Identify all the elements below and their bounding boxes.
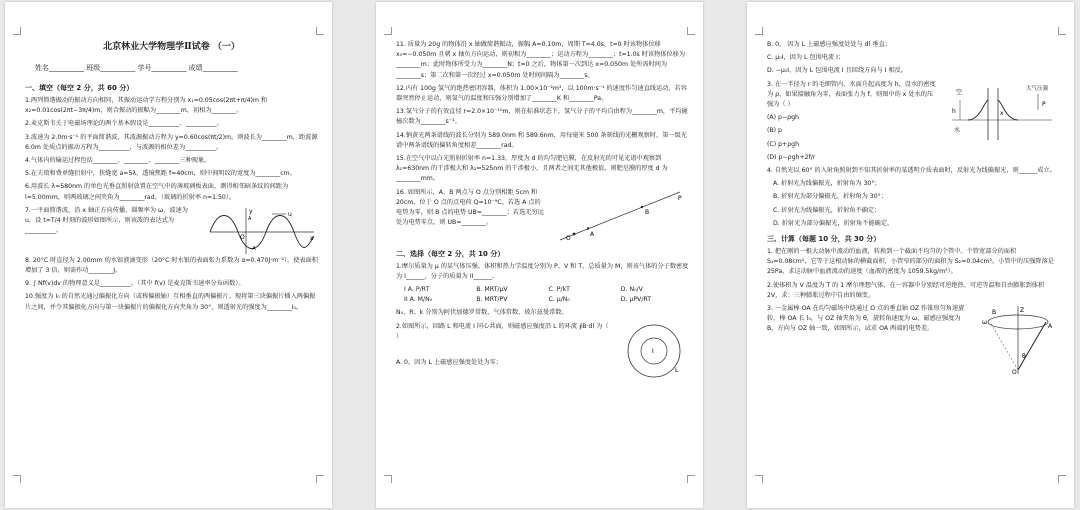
question-7-row xyxy=(25,206,318,256)
choice-1-option: I A. P/RT xyxy=(404,286,430,294)
fig-c2-i-label: I xyxy=(652,347,654,355)
wave-figure xyxy=(206,206,318,256)
choice-1: 1.摩尔质量为 μ 的某气体压强、体积和热力学温度分别为 P、V 和 T，总质量为 M，则该气体的分子数密度为 I______，分子的质量为 II______。 xyxy=(396,262,689,280)
loop-current-figure xyxy=(619,322,689,380)
fig16-p-label: P xyxy=(678,194,682,202)
question-2: 2.麦克斯韦关于电磁场理论的两个基本假设是__________、__________。 xyxy=(25,120,223,128)
calc-1: 1. 把在刚的一根大动脉中流动的血液，转换到一个截面不均匀的个管中。个管宽部分的面积 S₁=0.08cm²，它等于这根动脉的横截面积，小管窄的部分的面积为 S₂=0.04cm²。小管中的压强降落是 25Pa，求这动脉中血液流动的速度（血液的密度为 1059.5kg/m³）。 xyxy=(767,248,1054,276)
fig7-a-label: A xyxy=(248,215,252,222)
choice-2: 2.如图所示，回路 L 和电流 I 同心共面，则磁感应强度沿 L 的环流 ∮B·dl 为（ ） xyxy=(396,322,609,340)
choice-3: 3. 在一半径为 r 的毛细管内，水面升起高度为 h，设水的密度为 ρ，如果接触角为零，表面张力为 f，则图中的 x 处水的压强为（ ） xyxy=(767,80,936,109)
calc-2: 2.使体积为 V 温度为 T 的 1 摩尔理想气体，在一容器中分别经可逆绝热、可逆等温和自由膨胀到体积 2V，求：三种膨胀过程中自由的熵变。 xyxy=(767,281,1045,299)
question-4: 4.气体内的输运过程包括________、________、________三种现象。 xyxy=(25,157,211,165)
choice-4-option: A. 折射光为线偏振光，折射角为 30°； xyxy=(773,180,881,188)
capillary-figure xyxy=(942,80,1060,160)
loop-l xyxy=(628,325,680,377)
fig16-b-label: B xyxy=(645,208,650,216)
fig-c3-x-label: x xyxy=(1000,109,1004,117)
calc-3-row xyxy=(767,304,1060,376)
rotating-rod-figure xyxy=(978,304,1060,376)
point-b xyxy=(641,205,643,207)
fig7-neg-a-label: −A xyxy=(248,245,256,252)
question-15: 15.在空气中以白光照射折射率 n=1.33，厚度为 d 的均匀肥皂膜，在反射光的可见光谱中观察到 λ₁=630nm 的干涉极大和 λ₂=525nm 的干涉极小，且两者之间无其他极值，则肥皂膜的厚度 d 为________mm。 xyxy=(396,155,668,183)
fig-calc3-o-label: O xyxy=(1012,369,1017,377)
fig7-origin-label: O xyxy=(240,233,245,241)
question-16-row xyxy=(396,188,689,244)
crop-mark xyxy=(1058,27,1066,35)
exam-title: 北京林业大学物理学Ⅱ试卷 （一） xyxy=(103,42,240,52)
section-fill-blank-heading: 一、填空（每空 2 分，共 60 分） xyxy=(25,84,134,92)
field-line xyxy=(560,192,680,240)
section-calc-heading: 三、计算（每题 10 分，共 30 分） xyxy=(767,235,881,244)
current-i-loop xyxy=(641,338,667,364)
fig7-u-label: u xyxy=(288,210,292,218)
crop-mark xyxy=(384,475,392,483)
choice-1-option: C. P/kT xyxy=(548,286,570,294)
page-2-content xyxy=(396,40,689,380)
charge-line-figure xyxy=(552,188,687,244)
crop-mark xyxy=(755,27,763,35)
question-14: 14.钠黄光两条谱线的波长分别为 589.0nm 和 589.6nm，用每毫米 500 条刻线的光栅观察时，第一级光谱中两条谱线的偏转角度相差________rad。 xyxy=(396,131,687,149)
fig-calc3-omega-label: ω xyxy=(982,319,988,327)
fig-calc3-b-label: B xyxy=(992,309,997,317)
choice-2-option-d: D. −μ₀I，因为 L 包围电流 I 且回绕方向与 I 相反。 xyxy=(767,67,908,75)
choice-2-option-c: C. μ₀I，因为 L 包围电流 I； xyxy=(767,54,845,62)
choice-1-option: D. μPV/RT xyxy=(620,296,652,304)
crop-mark xyxy=(687,27,695,35)
question-12: 12.内有 100g 氢气的绝热密闭容器，体积为 1.00×10⁻²m³，以 100m·s⁻¹ 的速度作匀速直线运动，若容器突然停止运动，则氢气的温度和压强分别增加了________K 和________Pa。 xyxy=(396,84,687,103)
fig-c3-atm-label: 大气压强 xyxy=(1026,85,1049,92)
fig-c3-water-label: 水 xyxy=(954,126,961,134)
crop-mark xyxy=(316,27,324,35)
choice-3-text-block xyxy=(767,80,936,166)
choice-3-option: (C) p+ρgh xyxy=(767,140,800,148)
fig-c3-air-label: 空 xyxy=(956,88,963,96)
choice-1-option: D. N₀/V xyxy=(620,286,643,294)
crop-mark xyxy=(316,475,324,483)
choice-4-option: B. 折射光为部分偏振光，折射角为 30°； xyxy=(773,193,887,201)
choice-2-option-b: B. 0， 因为 L 上磁感应强度处处与 dl 垂直； xyxy=(767,41,891,48)
page-3-content xyxy=(767,40,1060,376)
choice-2-row xyxy=(396,322,689,380)
choice-4-option: D. 折射光为部分偏振光，折射角不能确定。 xyxy=(773,219,894,227)
choice-3-row xyxy=(767,80,1060,166)
crop-mark xyxy=(13,475,21,483)
question-1: 1.两列简谐振动的振动方向相同，其振动运动学方程分别为 x₁=0.05cos(2πt+π/4)m 和 x₂=0.01cos(2πt−3π/4)m，则合振动的振幅为________m，初相为________。 xyxy=(25,97,268,115)
question-5: 5.在夫琅和费单缝衍射中，狭缝宽 a=5λ，透镜焦距 f=40cm，则中间明纹的宽度为________cm。 xyxy=(25,170,296,178)
question-6: 6.用波长 λ=580nm 的单色光垂直照射放置在空气中的薄玻璃板表面，测得相邻暗条纹的间距为 l=5.00mm，则两玻璃之间夹角为________rad。（玻璃的折射率 n=1.50）。 xyxy=(25,183,289,201)
crop-mark xyxy=(755,475,763,483)
fig-calc3-z-label: Z xyxy=(1020,307,1025,315)
choice-1-note: N₀、R、k 分别为阿伏加德罗常数、气体常数、玻尔兹曼常数。 xyxy=(396,309,568,317)
choice-1-option: B. MRT/PV xyxy=(476,296,508,304)
fig-calc3-theta-label: θ xyxy=(1022,353,1026,361)
crop-mark xyxy=(687,475,695,483)
page-3 xyxy=(747,2,1074,508)
crop-mark xyxy=(1058,475,1066,483)
fig-c3-p-label: P xyxy=(1042,100,1046,108)
choice-3-option: (A) p−ρgh xyxy=(767,114,799,122)
question-11: 11. 质量为 20g 的物体沿 x 轴做简谐振动，振幅 A=0.10m，周期 T=4.0s，t=0 时该物体位移 x₀=−0.050m 且朝 x 轴负方向运动，则初相为________；运动方程为________；t=1.0s 时该物体位移为________m；此时物体所受力为________N；t=0 之后，物体第一次到达 x=0.050m 处所需时间为________s；第二次和第一次经过 x=0.050m 处时间间隔为________s。 xyxy=(396,41,686,79)
fig7-x-label: x xyxy=(310,234,314,242)
choice-4-option: C. 折射光为线偏振光，折射角不确定； xyxy=(773,206,881,214)
student-info-row: 姓名__________ 班级__________ 学号__________ 成绩__________ xyxy=(35,64,238,72)
choice-1-option: II A. M/N₀ xyxy=(404,296,433,304)
fig-c2-l-label: L xyxy=(675,366,679,374)
page-2 xyxy=(376,2,703,508)
choice-3-option: (D) p−ρgh+2f/r xyxy=(767,153,816,161)
question-10: 10.强度为 I₀ 的自然光通过偏振化方向（或称偏振轴）互相垂直的两偏振片。现将第三块偏振片插入两偏振片之间，并令其偏振化方向与第一块偏振片的偏振化方向夹角为 30°，则透射光的强度为________I₀。 xyxy=(25,293,316,311)
point-a xyxy=(587,227,589,229)
point-o xyxy=(573,232,576,235)
fig7-y-label: y xyxy=(249,207,253,215)
fig16-a-label: A xyxy=(590,230,595,238)
meniscus-curve xyxy=(968,100,1018,120)
fig-calc3-a-label: A xyxy=(1048,323,1053,331)
question-3: 3.波速为 2.0m·s⁻¹ 的平面简谐波，其波源振动方程为 y=0.60cos(πt/2)m，则波长为________m，距波源 6.0m 处质点的振动方程为__________，与波源的相位差为__________。 xyxy=(25,133,318,151)
page-1-content xyxy=(25,36,318,316)
choice-2-option-a: A. 0，因为 L 上磁感应强度处处为零； xyxy=(396,359,502,367)
calc-3: 3. 一金属棒 OA 在均匀磁场中绕通过 O 点的垂直轴 OZ 作锥形匀角速旋转，棒 OA 长 l₀，与 OZ 轴夹角为 θ，旋转角速度为 ω，磁感应强度为 B，方向与 OZ 轴一致，如图所示，试求 OA 两端的电势差。 xyxy=(767,305,965,333)
choice-1-option: C. μ/N₀ xyxy=(548,296,570,304)
crop-mark xyxy=(13,27,21,35)
choice-1-options xyxy=(396,285,689,305)
question-7: 7.一平面简谐波，沿 x 轴正方向传播，圆频率为 ω，波速为 u，设 t=T/4 时刻的波形如图所示，则该波的表达式为__________。 xyxy=(25,206,188,235)
choice-4: 4. 自然光以 60° 的入射角照射到不知其折射率的某透明介质表面时，反射光为线偏振光，则______成立。 xyxy=(767,167,1056,175)
choice-2-text-block xyxy=(396,322,613,380)
choice-1-option: B. MRT/μV xyxy=(476,286,508,294)
page-1 xyxy=(5,2,332,508)
section-choice-heading: 二、选择（每空 2 分，共 10 分） xyxy=(396,249,505,258)
question-13: 13.氢气分子的有效直径 r=2.0×10⁻¹⁰m，则在标准状态下，氢气分子的平均自由程为________m，平均碰撞次数为________s⁻¹。 xyxy=(396,108,688,126)
question-9: 9. ∫ Nf(v)dv 的物理意义是__________。（其中 f(v) 是麦克斯韦速率分布函数）。 xyxy=(25,280,245,288)
fig16-o-label: O xyxy=(566,234,571,242)
crop-mark xyxy=(384,27,392,35)
fig-c3-h-label: h xyxy=(952,107,956,115)
question-16: 16. 如图所示，A、B 两点与 O 点分别相距 5cm 和 20cm，位于 O 点的点电荷 Q=10⁻⁹C。若选 A 点的电势为零，则 B 点的电势 UB=________；若选无穷远处为电势零点，则 UB=________。 xyxy=(396,188,544,227)
question-8: 8. 20°C 时直径为 2.00mm 的水银液滴变形（20°C 时水银的表面张力系数为 α=0.470J·m⁻²），使表面积增加了 3 倍，则需作功________J。 xyxy=(25,256,318,275)
choice-3-option: (B) p xyxy=(767,127,782,135)
